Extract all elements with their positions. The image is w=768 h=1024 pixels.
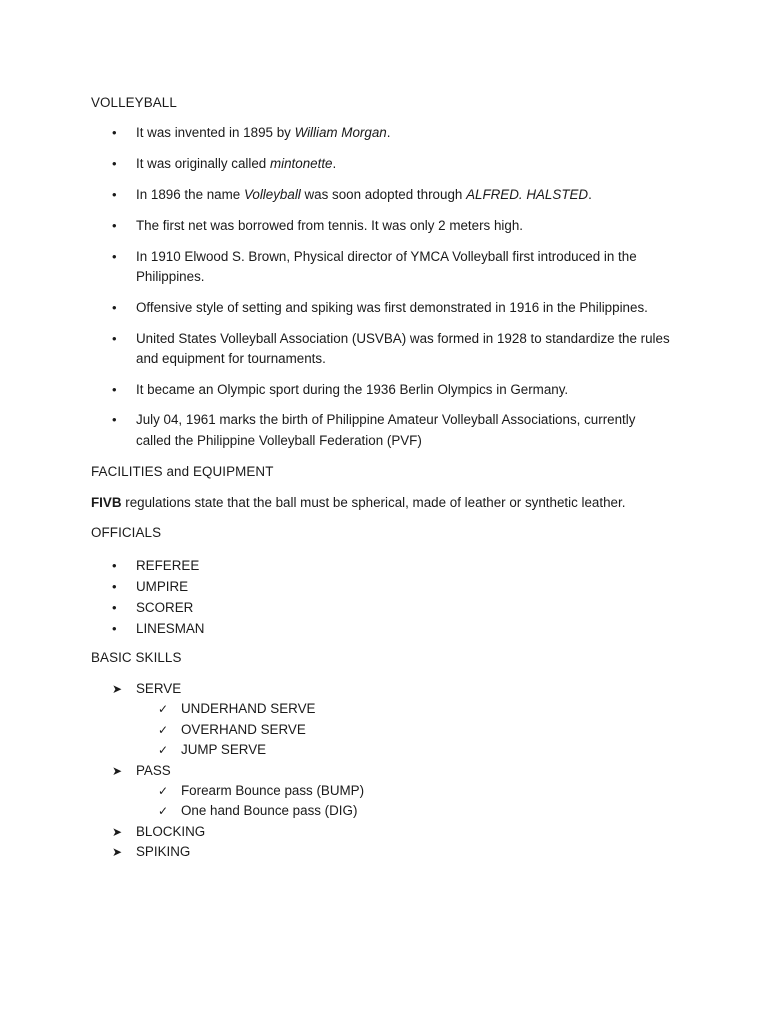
arrow-icon: ➤ — [112, 824, 123, 839]
skill-item: ➤ SERVE — [0, 679, 768, 699]
arrow-icon: ➤ — [112, 845, 123, 860]
list-item: • SCORER — [0, 597, 768, 618]
skill-item: ➤ SPIKING — [0, 842, 768, 862]
list-item: • UMPIRE — [0, 576, 768, 597]
bullet-icon: • — [112, 186, 117, 202]
checkmark-icon: ✓ — [158, 722, 169, 737]
list-item: • July 04, 1961 marks the birth of Philippine Amateur Volleyball Associations, currently called the Philippine Volleyball Federation (PVF) — [112, 412, 636, 448]
arrow-icon: ➤ — [112, 682, 123, 696]
facilities-heading: FACILITIES and EQUIPMENT — [91, 464, 274, 479]
bullet-icon: • — [112, 156, 117, 171]
sub-skill-item: ✓ JUMP SERVE — [0, 740, 768, 760]
bullet-icon: • — [112, 248, 117, 264]
skills-list — [0, 679, 768, 863]
fivb-bold: FIVB — [91, 495, 122, 510]
list-item: • In 1910 Elwood S. Brown, Physical director of YMCA Volleyball first introduced in the Philippines. — [112, 248, 637, 284]
sub-skill-item: ✓ One hand Bounce pass (DIG) — [0, 801, 768, 821]
officials-list — [0, 555, 768, 639]
list-item: • It became an Olympic sport during the 1936 Berlin Olympics in Germany. — [0, 380, 768, 401]
list-item: • United States Volleyball Association (USVBA) was formed in 1928 to standardize the rules and equipment for tournaments. — [112, 330, 670, 366]
checkmark-icon: ✓ — [158, 804, 169, 819]
bullet-icon: • — [112, 412, 117, 427]
list-item: • The first net was borrowed from tennis. It was only 2 meters high. — [0, 216, 768, 237]
skills-heading: BASIC SKILLS — [91, 650, 182, 665]
list-item: • Offensive style of setting and spiking was first demonstrated in 1916 in the Philippines. — [0, 298, 768, 319]
checkmark-icon: ✓ — [158, 784, 169, 799]
bullet-icon: • — [112, 579, 117, 594]
list-item: • REFEREE — [0, 555, 768, 576]
list-item: • LINESMAN — [0, 618, 768, 639]
bullet-icon: • — [112, 217, 117, 233]
checkmark-icon: ✓ — [158, 702, 169, 717]
sub-skill-item: ✓ OVERHAND SERVE — [0, 720, 768, 740]
list-item: • In 1896 the name Volleyball was soon adopted through ALFRED. HALSTED. — [0, 185, 768, 206]
sub-skill-item: ✓ Forearm Bounce pass (BUMP) — [0, 781, 768, 801]
checkmark-icon: ✓ — [158, 743, 169, 758]
bullet-icon: • — [112, 621, 117, 636]
bullet-icon: • — [112, 600, 117, 615]
sub-skill-item: ✓ UNDERHAND SERVE — [0, 699, 768, 719]
list-item: • It was originally called mintonette. — [0, 154, 768, 175]
skill-item: ➤ BLOCKING — [0, 822, 768, 842]
bullet-icon: • — [112, 381, 117, 397]
bullet-icon: • — [112, 330, 117, 346]
history-list — [0, 123, 768, 451]
bullet-icon: • — [112, 125, 117, 140]
facilities-paragraph: FIVB regulations state that the ball must be spherical, made of leather or synthetic leather. — [91, 495, 626, 510]
officials-heading: OFFICIALS — [91, 525, 162, 540]
arrow-icon: ➤ — [112, 763, 123, 778]
bullet-icon: • — [112, 558, 117, 573]
list-item: • It was invented in 1895 by William Morgan. — [0, 123, 768, 144]
page-title: VOLLEYBALL — [91, 95, 177, 110]
bullet-icon: • — [112, 299, 117, 315]
skill-item: ➤ PASS — [0, 761, 768, 781]
